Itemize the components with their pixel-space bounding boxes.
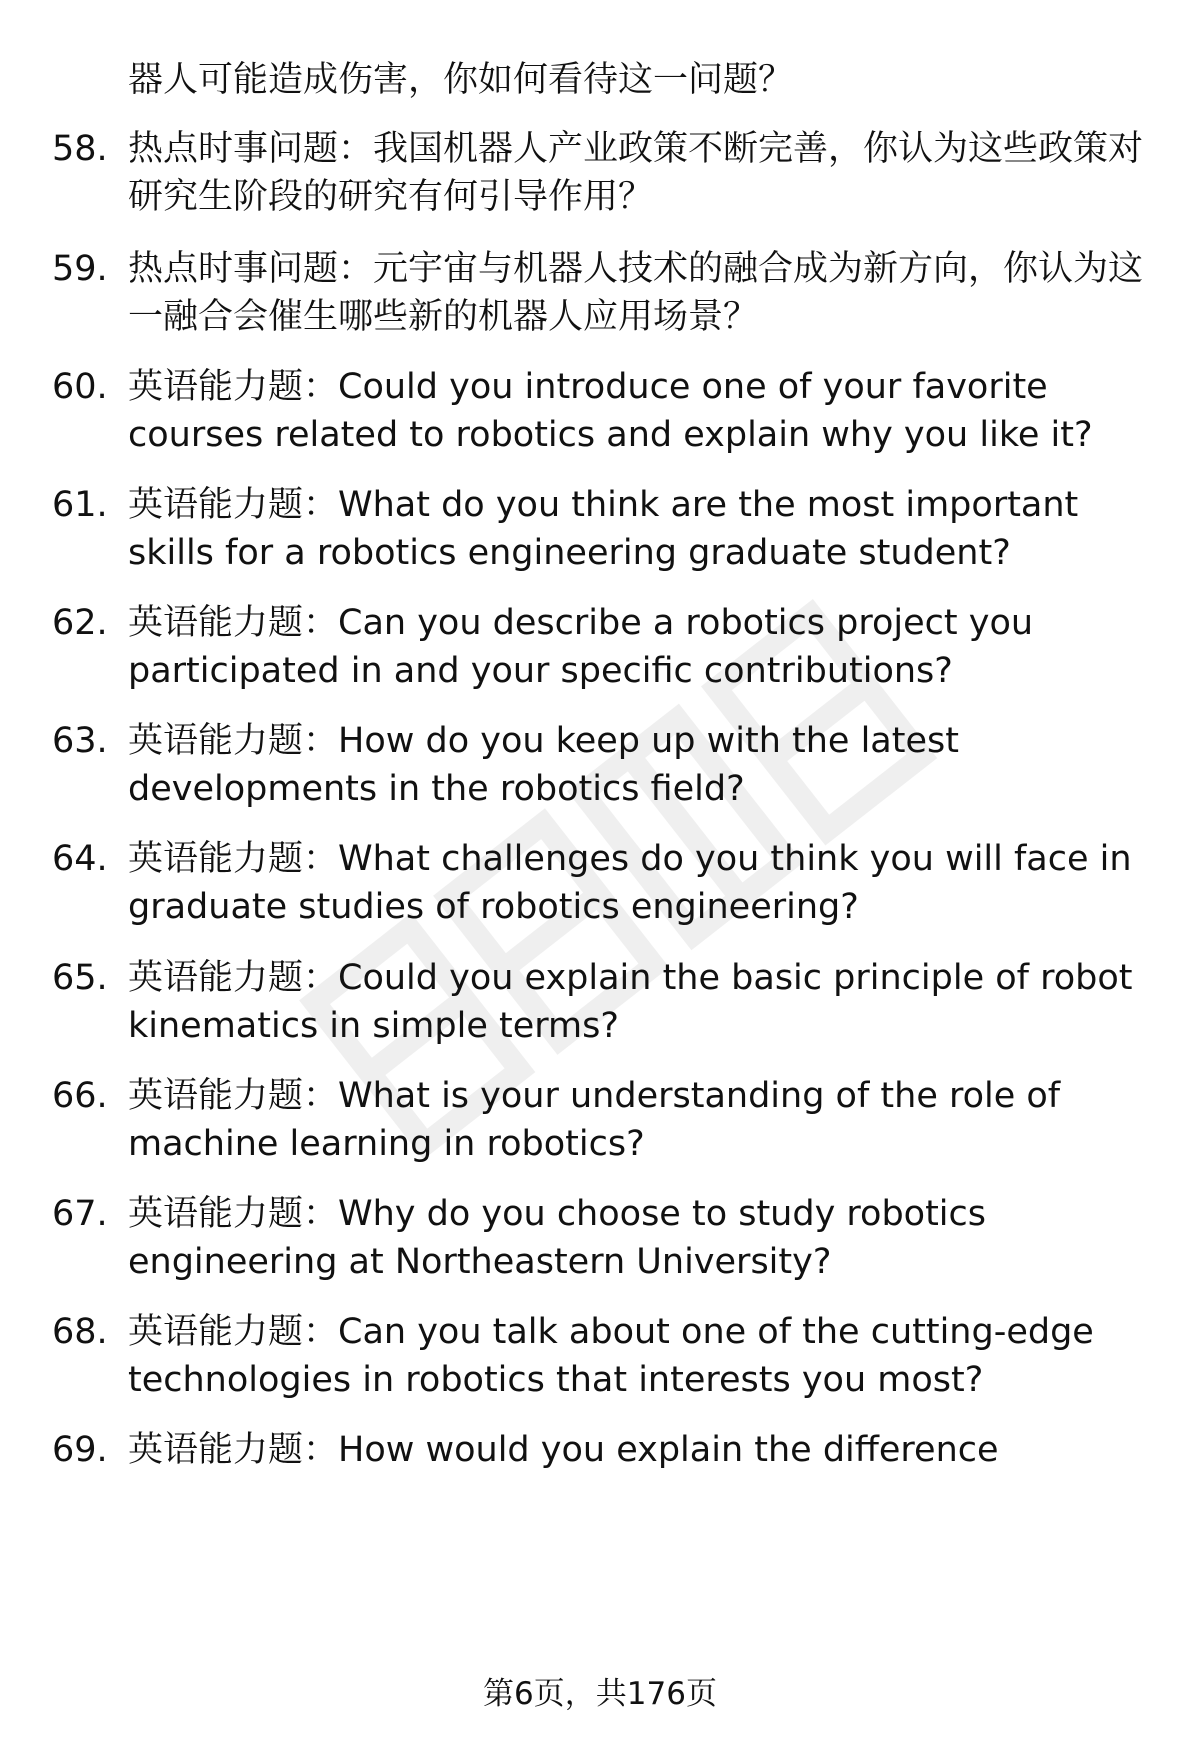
question-text: 英语能力题：Could you explain the basic principle of robot kinematics in simple terms? [128, 958, 1133, 1046]
question-text: 英语能力题：How would you explain the difference [128, 1430, 999, 1470]
page-footer: 第6页，共176页 [483, 1676, 717, 1712]
question-number: 60. [52, 367, 108, 407]
question-number: 66. [52, 1076, 108, 1116]
question-item-59 [52, 245, 1148, 341]
question-number: 62. [52, 603, 108, 643]
question-number: 64. [52, 839, 108, 879]
question-text: 英语能力题：Can you describe a robotics project you participated in and your specific contributions? [128, 603, 1034, 691]
question-item-63 [52, 717, 1148, 813]
question-item-60 [52, 363, 1148, 459]
question-text: 英语能力题：How do you keep up with the latest developments in the robotics field? [128, 721, 959, 809]
question-item-58 [52, 125, 1148, 221]
continuation-text: 器人可能造成伤害，你如何看待这一问题？ [128, 60, 794, 100]
question-number: 59. [52, 249, 108, 289]
question-text: 英语能力题：What is your understanding of the role of machine learning in robotics? [128, 1076, 1061, 1164]
question-item-61 [52, 481, 1148, 577]
question-text: 英语能力题：Why do you choose to study robotics engineering at Northeastern University? [128, 1194, 987, 1282]
question-text: 英语能力题：What do you think are the most important skills for a robotics engineering graduate student? [128, 485, 1079, 573]
question-item-62 [52, 599, 1148, 695]
question-number: 69. [52, 1430, 108, 1470]
question-item-67 [52, 1190, 1148, 1286]
question-number: 63. [52, 721, 108, 761]
question-number: 65. [52, 958, 108, 998]
question-item-69 [52, 1426, 1148, 1474]
question-item-68 [52, 1308, 1148, 1404]
question-number: 68. [52, 1312, 108, 1352]
question-number: 58. [52, 129, 108, 169]
question-text: 英语能力题：What challenges do you think you will face in graduate studies of robotics engineering? [128, 839, 1132, 927]
question-text: 热点时事问题：我国机器人产业政策不断完善，你认为这些政策对研究生阶段的研究有何引导作用？ [128, 129, 1144, 217]
question-item-66 [52, 1072, 1148, 1168]
question-text: 英语能力题：Could you introduce one of your favorite courses related to robotics and explain why you like it? [128, 367, 1093, 455]
question-item-64 [52, 835, 1148, 931]
question-item-65 [52, 954, 1148, 1050]
question-text: 热点时事问题：元宇宙与机器人技术的融合成为新方向，你认为这一融合会催生哪些新的机器人应用场景？ [128, 249, 1144, 337]
question-number: 61. [52, 485, 108, 525]
question-number: 67. [52, 1194, 108, 1234]
question-text: 英语能力题：Can you talk about one of the cutting-edge technologies in robotics that interests you most? [128, 1312, 1094, 1400]
